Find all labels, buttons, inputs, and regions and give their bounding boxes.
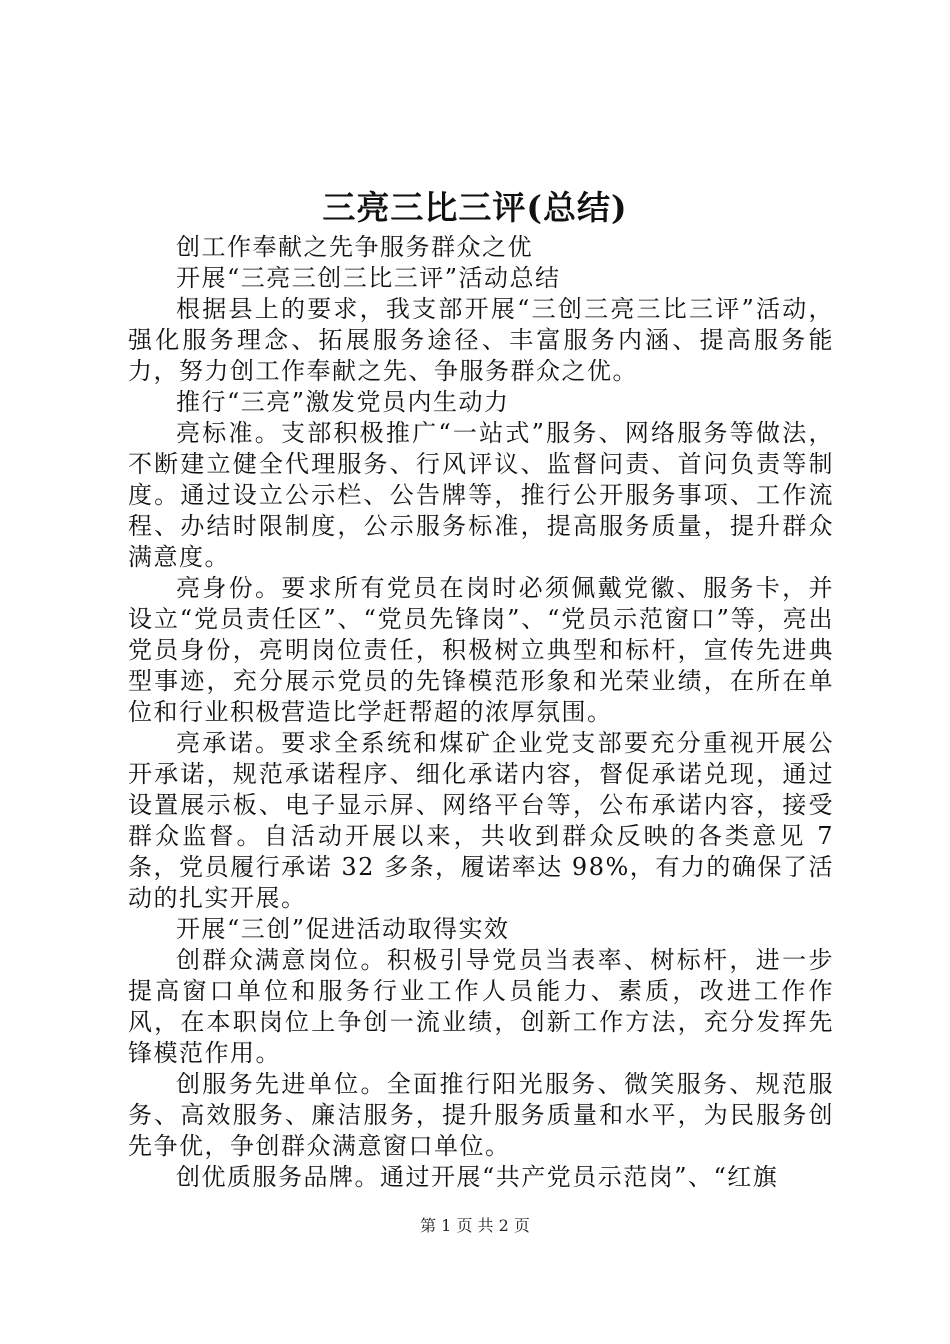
document-title: 三亮三比三评(总结) bbox=[322, 188, 628, 227]
paragraph-liang-chengnuo: 亮承诺。要求全系统和煤矿企业党支部要充分重视开展公开承诺，规范承诺程序、细化承诺内容，督促承诺兑现，通过设置展示板、电子显示屏、网络平台等，公布承诺内容，接受群众监督。自活动开展以来，共收到群众反映的各类意见 7 条，党员履行承诺 32 多条，履诺率达 98%，有力的确保了活动的扎实开展。 bbox=[128, 729, 834, 912]
paragraph-chuang-danwei: 创服务先进单位。全面推行阳光服务、微笑服务、规范服务、高效服务、廉洁服务，提升服务质量和水平，为民服务创先争优，争创群众满意窗口单位。 bbox=[128, 1070, 834, 1160]
paragraph-chuang-pinpai: 创优质服务品牌。通过开展“共产党员示范岗”、“红旗 bbox=[176, 1163, 779, 1191]
section-heading-san-liang: 推行“三亮”激发党员内生动力 bbox=[176, 388, 510, 416]
document-body bbox=[128, 232, 834, 1193]
paragraph-subtitle: 创工作奉献之先争服务群众之优 bbox=[176, 233, 533, 261]
paragraph-heading: 开展“三亮三创三比三评”活动总结 bbox=[176, 264, 561, 292]
paragraph-liang-biaozhun: 亮标准。支部积极推广“一站式”服务、网络服务等做法，不断建立健全代理服务、行风评议、监督问责、首问负责等制度。通过设立公示栏、公告牌等，推行公开服务事项、工作流程、办结时限制度，公示服务标准，提高服务质量，提升群众满意度。 bbox=[128, 419, 834, 571]
paragraph-liang-shenfen: 亮身份。要求所有党员在岗时必须佩戴党徽、服务卡，并设立“党员责任区”、“党员先锋岗”、“党员示范窗口”等，亮出党员身份，亮明岗位责任，积极树立典型和标杆，宣传先进典型事迹，充分展示党员的先锋模范形象和光荣业绩，在所在单位和行业积极营造比学赶帮超的浓厚氛围。 bbox=[128, 574, 834, 726]
paragraph-intro: 根据县上的要求，我支部开展“三创三亮三比三评”活动，强化服务理念、拓展服务途径、丰富服务内涵、提高服务能力，努力创工作奉献之先、争服务群众之优。 bbox=[128, 295, 834, 385]
page-footer: 第 1 页 共 2 页 bbox=[420, 1216, 530, 1235]
paragraph-chuang-gangwei: 创群众满意岗位。积极引导党员当表率、树标杆，进一步提高窗口单位和服务行业工作人员能力、素质，改进工作作风，在本职岗位上争创一流业绩，创新工作方法，充分发挥先锋模范作用。 bbox=[128, 946, 834, 1067]
section-heading-san-chuang: 开展“三创”促进活动取得实效 bbox=[176, 915, 510, 943]
